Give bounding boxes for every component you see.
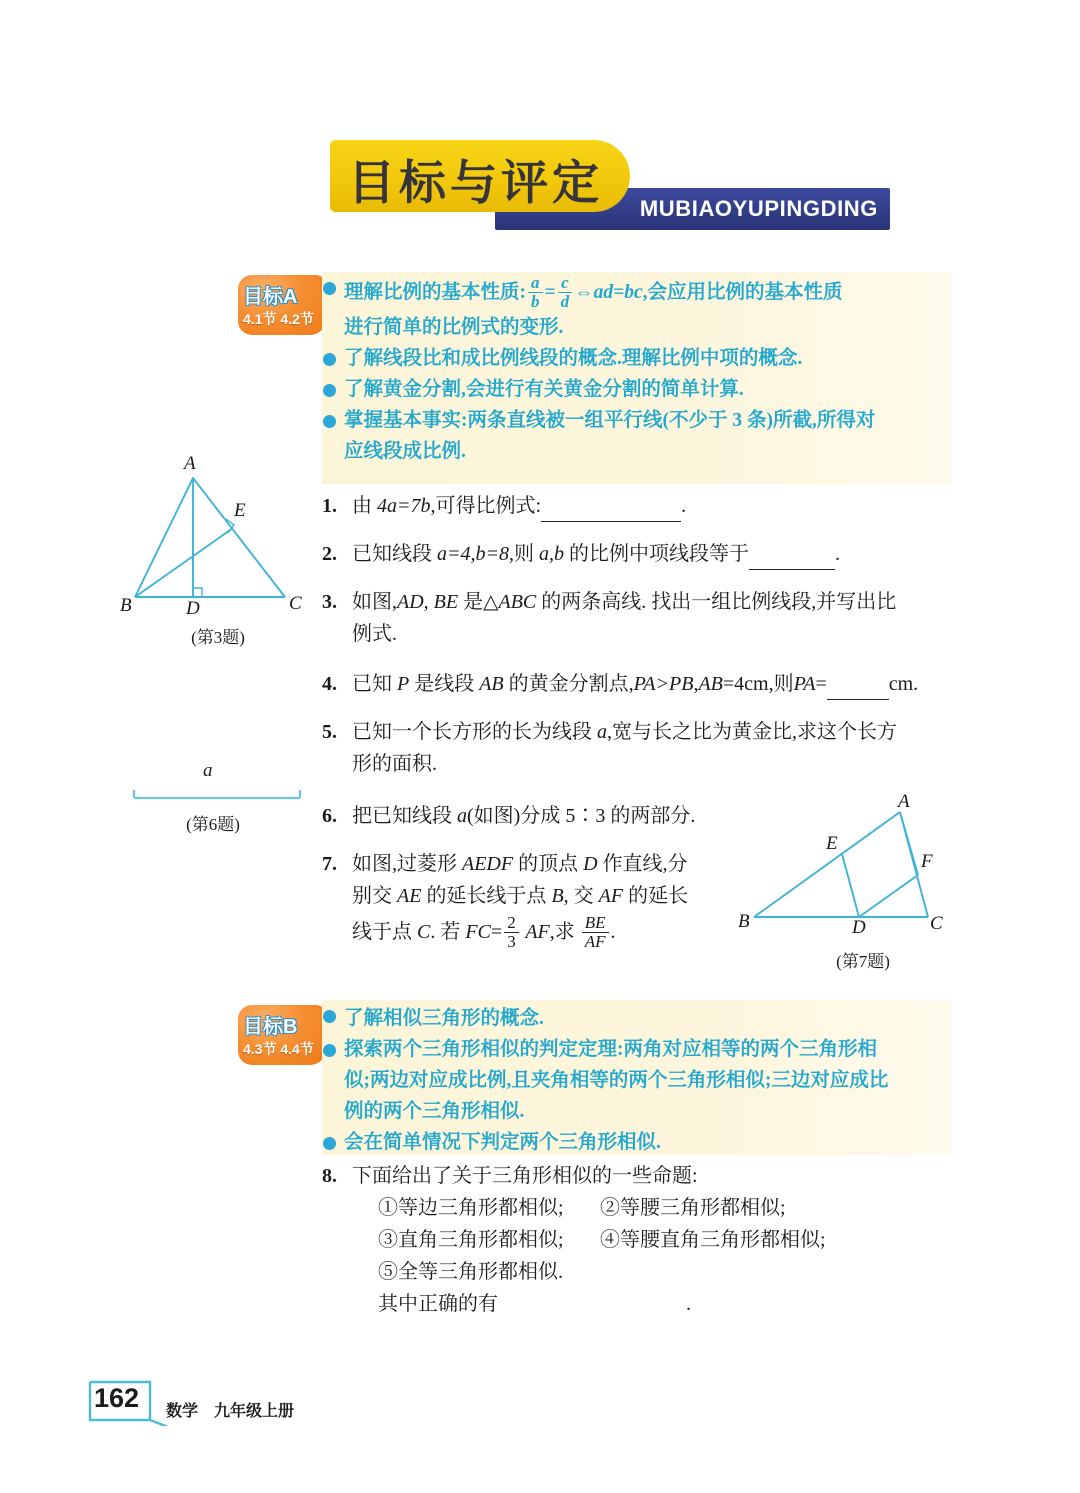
exercise-7-l2-pre: 别交 bbox=[352, 885, 397, 907]
exercise-5-pre: 已知一个长方形的长为线段 bbox=[352, 721, 597, 743]
exercise-4-seg-AB: AB bbox=[479, 673, 504, 695]
goal-badge-b bbox=[238, 1005, 330, 1069]
exercise-6-pre: 把已知线段 bbox=[352, 805, 457, 827]
bullet-dot-icon bbox=[323, 415, 336, 428]
objective-a-1-relation: ad=bc bbox=[593, 281, 643, 303]
exercise-8-option-1: ①等边三角形都相似; bbox=[378, 1197, 564, 1219]
exercise-8-tail: 其中正确的有 bbox=[378, 1293, 498, 1315]
figure-q7-label-F: F bbox=[921, 851, 933, 872]
exercise-2-answer-blank[interactable] bbox=[749, 552, 835, 570]
figure-q6-caption: (第6题) bbox=[186, 815, 240, 834]
objective-b-item-3 bbox=[322, 1127, 952, 1158]
goal-badge-b-label: 目标B bbox=[243, 1016, 298, 1038]
exercise-5-line-1 bbox=[352, 716, 972, 748]
exercise-7-l3-end: . bbox=[610, 921, 616, 943]
exercise-5-seg-a: a bbox=[597, 721, 607, 743]
exercise-1 bbox=[322, 490, 962, 522]
objective-b-2-text: 探索两个三角形相似的判定定理:两角对应相等的两个三角形相 bbox=[344, 1039, 877, 1060]
exercise-5-number: 5. bbox=[322, 721, 337, 743]
bullet-dot-icon bbox=[323, 353, 336, 366]
exercise-8-stem: 下面给出了关于三角形相似的一些命题: bbox=[352, 1165, 698, 1187]
exercise-2-mid-1: ,则 bbox=[509, 543, 539, 565]
exercise-7-l3-c1: . 若 bbox=[430, 921, 466, 943]
objective-a-1-equals: = bbox=[544, 281, 556, 303]
exercise-8 bbox=[322, 1160, 962, 1320]
figure-q7 bbox=[730, 785, 1000, 1000]
bullet-dot-icon bbox=[323, 384, 336, 397]
exercise-8-option-2: ②等腰三角形都相似; bbox=[600, 1197, 786, 1219]
exercise-4-c4: = bbox=[815, 673, 827, 695]
objective-a-item-2 bbox=[322, 343, 952, 374]
exercise-8-option-4: ④等腰直角三角形都相似; bbox=[600, 1229, 826, 1251]
objective-a-4-text: 掌握基本事实:两条直线被一组平行线(不少于 3 条)所截,所得对 bbox=[344, 409, 876, 431]
goal-badge-a-sections: 4.1节 4.2节 bbox=[243, 311, 314, 327]
exercise-4-c3: =4cm,则 bbox=[722, 673, 794, 695]
exercise-8-options-row-2 bbox=[378, 1224, 962, 1256]
footer-book-title: 数学 九年级上册 bbox=[166, 1403, 295, 1420]
figure-q3-caption: (第3题) bbox=[191, 628, 245, 647]
exercise-1-math: 4a=7b bbox=[377, 495, 431, 517]
iff-symbol-icon: ⇔ bbox=[574, 281, 594, 303]
objectives-a-block bbox=[322, 272, 952, 484]
exercise-4-pre: 已知 bbox=[352, 673, 397, 695]
exercise-3-body bbox=[352, 586, 962, 618]
exercise-3-number: 3. bbox=[322, 591, 337, 613]
exercise-7-point-C: C bbox=[417, 921, 431, 943]
objective-a-item-4 bbox=[322, 405, 952, 436]
figure-q3-label-A: A bbox=[184, 453, 196, 474]
objective-b-item-1 bbox=[322, 1000, 952, 1034]
figure-q7-label-D: D bbox=[852, 917, 866, 938]
exercise-5-post: ,宽与长之比为黄金比,求这个长方 bbox=[607, 721, 897, 743]
exercise-3-seg-AD: AD bbox=[397, 591, 424, 613]
exercise-7-point-B: B bbox=[551, 885, 564, 907]
bullet-dot-icon bbox=[323, 282, 336, 295]
exercise-5 bbox=[322, 716, 972, 780]
exercise-7-l2-c1: 的延长线于点 bbox=[421, 885, 552, 907]
exercise-8-tail-period: . bbox=[686, 1293, 691, 1315]
exercise-6-number: 6. bbox=[322, 805, 337, 827]
exercise-3-seg-BE: BE bbox=[433, 591, 459, 613]
exercise-4-conditions: PA>PB,AB bbox=[633, 673, 723, 695]
exercise-1-mid: ,可得比例式: bbox=[430, 495, 542, 517]
exercise-4-answer-blank[interactable] bbox=[827, 682, 889, 700]
bullet-dot-icon bbox=[323, 1010, 336, 1023]
exercise-4-number: 4. bbox=[322, 673, 337, 695]
header-pinyin: MUBIAOYUPINGDING bbox=[639, 196, 878, 221]
fraction-a-over-b: $\frac{a}{b}$ bbox=[528, 274, 543, 311]
objectives-b-block bbox=[322, 1000, 952, 1155]
exercise-4-PA: PA bbox=[793, 673, 816, 695]
figure-q7-label-B: B bbox=[738, 911, 750, 932]
goal-badge-a bbox=[238, 275, 330, 339]
exercise-2-pre: 已知线段 bbox=[352, 543, 437, 565]
objective-b-item-2-cont-1: 似;两边对应成比例,且夹角相等的两个三角形相似;三边对应成比 bbox=[344, 1070, 889, 1091]
exercise-2-math-2: a,b bbox=[539, 543, 564, 565]
objective-a-item-1 bbox=[322, 272, 952, 312]
figure-q7-label-A: A bbox=[898, 791, 910, 812]
figure-q3 bbox=[120, 455, 340, 655]
objective-b-3-text: 会在简单情况下判定两个三角形相似. bbox=[344, 1132, 661, 1153]
exercise-7-line-2 bbox=[352, 880, 742, 912]
exercise-7-l3-pre: 线于点 bbox=[352, 921, 417, 943]
bullet-dot-icon bbox=[323, 1137, 336, 1150]
page-title: 目标与评定 bbox=[348, 156, 603, 209]
exercise-2-number: 2. bbox=[322, 543, 337, 565]
objective-a-1-prefix: 理解比例的基本性质: bbox=[344, 281, 526, 303]
exercise-1-number: 1. bbox=[322, 495, 337, 517]
goal-badge-a-label: 目标A bbox=[243, 286, 298, 308]
header-yellow-plate bbox=[330, 140, 630, 212]
exercise-8-option-5: ⑤全等三角形都相似. bbox=[378, 1261, 563, 1283]
exercise-7-seg-AF-2: AF bbox=[520, 921, 550, 943]
exercise-4-post: cm. bbox=[888, 673, 919, 695]
figure-q3-svg bbox=[120, 455, 340, 615]
fraction-BE-over-AF: $\frac{BE}{AF}$ bbox=[582, 914, 609, 952]
exercise-1-post: . bbox=[681, 495, 687, 517]
exercise-1-pre: 由 bbox=[352, 495, 377, 517]
objective-a-1-suffix: ,会应用比例的基本性质 bbox=[642, 281, 843, 303]
page-header-banner bbox=[330, 140, 890, 235]
figure-q3-label-C: C bbox=[289, 593, 302, 614]
exercise-7 bbox=[322, 848, 742, 952]
exercise-7-seg-FC: FC bbox=[465, 921, 491, 943]
exercise-6 bbox=[322, 800, 762, 832]
bullet-dot-icon bbox=[323, 1044, 336, 1057]
exercise-8-tail-row bbox=[378, 1288, 962, 1320]
exercise-8-number: 8. bbox=[322, 1165, 337, 1187]
exercise-2 bbox=[322, 538, 962, 570]
fraction-c-over-d: $\frac{c}{d}$ bbox=[558, 274, 573, 311]
exercise-7-seg-AF: AF bbox=[598, 885, 624, 907]
exercise-7-l1-c1: 的顶点 bbox=[513, 853, 584, 875]
exercise-4 bbox=[322, 668, 972, 700]
exercise-7-l3-c3: ,求 bbox=[549, 921, 580, 943]
fraction-two-thirds: $\frac{2}{3}$ bbox=[504, 914, 519, 952]
objective-a-item-4-cont: 应线段成比例. bbox=[344, 440, 466, 462]
exercise-3-tri-ABC: ABC bbox=[498, 591, 537, 613]
figure-q6 bbox=[120, 758, 340, 838]
figure-q3-label-D: D bbox=[186, 598, 200, 619]
exercise-7-l3-c2: = bbox=[490, 921, 503, 943]
objective-b-item-2 bbox=[322, 1034, 952, 1065]
exercise-5-line-2: 形的面积. bbox=[352, 753, 437, 775]
page-footer bbox=[88, 1380, 488, 1432]
exercise-4-point-P: P bbox=[397, 673, 410, 695]
exercise-7-number: 7. bbox=[322, 853, 337, 875]
page-number: 162 bbox=[94, 1383, 140, 1413]
exercise-7-l2-c2: , 交 bbox=[563, 885, 599, 907]
exercise-8-options-row-1 bbox=[378, 1192, 962, 1224]
exercise-4-c2: 的黄金分割点, bbox=[503, 673, 634, 695]
figure-q6-segment bbox=[130, 784, 330, 808]
exercise-4-body bbox=[352, 668, 972, 700]
figure-q3-label-B: B bbox=[120, 595, 132, 616]
objective-b-1-text: 了解相似三角形的概念. bbox=[344, 1008, 544, 1029]
objective-a-item-3 bbox=[322, 374, 952, 405]
exercise-2-body bbox=[352, 538, 962, 570]
exercise-3-pre: 如图, bbox=[352, 591, 397, 613]
exercise-3-line-2: 例式. bbox=[352, 623, 397, 645]
exercise-7-seg-AE: AE bbox=[397, 885, 422, 907]
figure-q3-label-E: E bbox=[234, 500, 246, 521]
exercise-7-point-D: D bbox=[583, 853, 598, 875]
objective-a-item-1-cont: 进行简单的比例式的变形. bbox=[344, 316, 564, 338]
exercise-3-c1: , bbox=[423, 591, 434, 613]
exercise-2-mid-2: 的比例中项线段等于 bbox=[564, 543, 749, 565]
exercise-2-post: . bbox=[835, 543, 840, 565]
objective-a-3-text: 了解黄金分割,会进行有关黄金分割的简单计算. bbox=[344, 378, 744, 400]
exercise-8-option-3: ③直角三角形都相似; bbox=[378, 1229, 564, 1251]
exercise-6-body bbox=[352, 800, 762, 832]
exercise-6-post: (如图)分成 5∶3 的两部分. bbox=[467, 805, 696, 827]
exercise-3-c3: 的两条高线. 找出一组比例线段,并写出比 bbox=[536, 591, 897, 613]
exercise-7-l1-pre: 如图,过菱形 bbox=[352, 853, 462, 875]
exercise-7-line-3 bbox=[352, 912, 742, 952]
goal-badge-b-sections: 4.3节 4.4节 bbox=[243, 1041, 314, 1057]
exercise-6-seg-a: a bbox=[457, 805, 467, 827]
figure-q7-label-C: C bbox=[930, 913, 943, 934]
exercise-1-body bbox=[352, 490, 962, 522]
exercise-2-math-1: a=4,b=8 bbox=[437, 543, 509, 565]
exercise-3-c2: 是△ bbox=[458, 591, 499, 613]
exercise-7-rhombus-AEDF: AEDF bbox=[462, 853, 514, 875]
objective-a-2-text: 了解线段比和成比例线段的概念.理解比例中项的概念. bbox=[344, 347, 803, 369]
exercise-4-c1: 是线段 bbox=[409, 673, 480, 695]
exercise-7-line-1 bbox=[352, 848, 742, 880]
exercise-3 bbox=[322, 586, 962, 650]
figure-q7-caption: (第7题) bbox=[836, 952, 890, 971]
figure-q7-label-E: E bbox=[826, 833, 838, 854]
objective-b-item-2-cont-2: 例的两个三角形相似. bbox=[344, 1101, 525, 1122]
exercise-7-l2-c3: 的延长 bbox=[623, 885, 689, 907]
exercise-7-l1-c2: 作直线,分 bbox=[597, 853, 688, 875]
exercise-1-answer-blank[interactable] bbox=[541, 504, 681, 522]
figure-q6-label-a: a bbox=[203, 760, 213, 781]
